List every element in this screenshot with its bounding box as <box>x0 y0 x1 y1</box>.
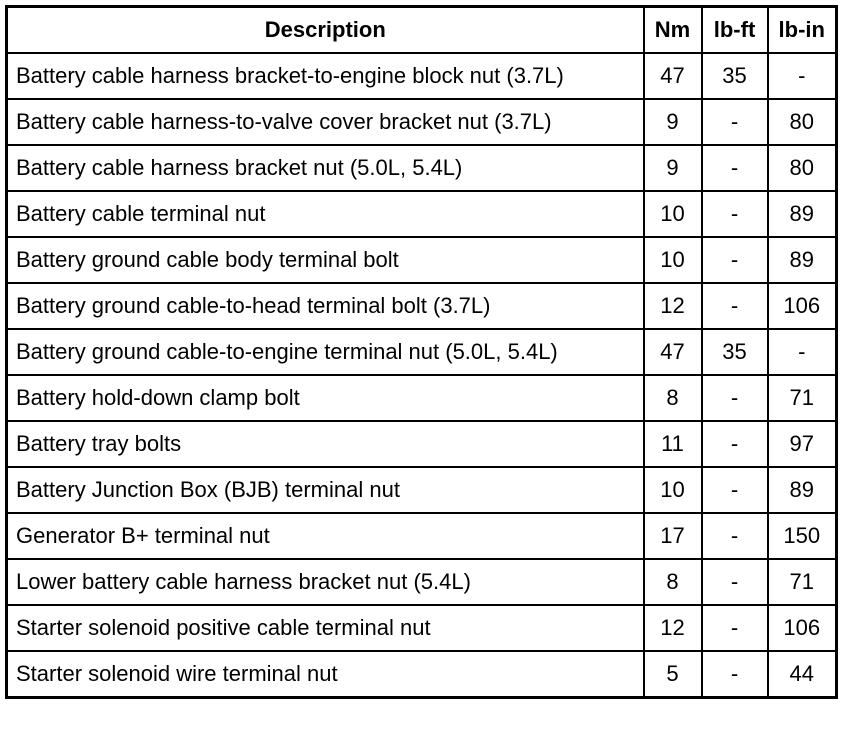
header-lbft: lb-ft <box>702 7 768 54</box>
cell-nm: 47 <box>644 329 702 375</box>
cell-description: Starter solenoid positive cable terminal nut <box>7 605 644 651</box>
cell-nm: 17 <box>644 513 702 559</box>
cell-nm: 12 <box>644 283 702 329</box>
header-lbin: lb-in <box>768 7 837 54</box>
cell-nm: 5 <box>644 651 702 698</box>
header-description: Description <box>7 7 644 54</box>
cell-nm: 8 <box>644 559 702 605</box>
cell-lbin: - <box>768 53 837 99</box>
cell-lbft: - <box>702 513 768 559</box>
table-row <box>7 605 837 651</box>
cell-nm: 10 <box>644 191 702 237</box>
cell-nm: 47 <box>644 53 702 99</box>
cell-description: Battery cable terminal nut <box>7 191 644 237</box>
table-row <box>7 99 837 145</box>
cell-nm: 11 <box>644 421 702 467</box>
cell-lbin: 71 <box>768 375 837 421</box>
table-row <box>7 467 837 513</box>
cell-description: Generator B+ terminal nut <box>7 513 644 559</box>
table-row <box>7 283 837 329</box>
table-row <box>7 651 837 698</box>
cell-description: Battery ground cable-to-engine terminal nut (5.0L, 5.4L) <box>7 329 644 375</box>
cell-description: Starter solenoid wire terminal nut <box>7 651 644 698</box>
cell-description: Battery cable harness bracket nut (5.0L, 5.4L) <box>7 145 644 191</box>
cell-nm: 10 <box>644 467 702 513</box>
cell-lbin: 80 <box>768 99 837 145</box>
cell-lbft: 35 <box>702 329 768 375</box>
header-nm: Nm <box>644 7 702 54</box>
cell-description: Battery cable harness bracket-to-engine block nut (3.7L) <box>7 53 644 99</box>
cell-lbft: - <box>702 605 768 651</box>
cell-description: Battery tray bolts <box>7 421 644 467</box>
cell-nm: 9 <box>644 145 702 191</box>
cell-description: Battery cable harness-to-valve cover bracket nut (3.7L) <box>7 99 644 145</box>
cell-lbft: - <box>702 421 768 467</box>
cell-lbin: 71 <box>768 559 837 605</box>
cell-lbin: 150 <box>768 513 837 559</box>
cell-lbin: 89 <box>768 191 837 237</box>
cell-description: Battery hold-down clamp bolt <box>7 375 644 421</box>
table-row <box>7 237 837 283</box>
table-row <box>7 145 837 191</box>
cell-lbft: - <box>702 145 768 191</box>
cell-lbft: - <box>702 375 768 421</box>
table-header <box>7 7 837 54</box>
cell-lbft: - <box>702 651 768 698</box>
table-row <box>7 375 837 421</box>
torque-spec-table <box>5 5 838 699</box>
cell-lbin: 89 <box>768 467 837 513</box>
cell-lbin: 80 <box>768 145 837 191</box>
cell-lbin: 106 <box>768 605 837 651</box>
cell-description: Lower battery cable harness bracket nut (5.4L) <box>7 559 644 605</box>
cell-lbin: 106 <box>768 283 837 329</box>
cell-description: Battery ground cable-to-head terminal bolt (3.7L) <box>7 283 644 329</box>
table-body <box>7 53 837 698</box>
cell-lbft: 35 <box>702 53 768 99</box>
cell-lbin: - <box>768 329 837 375</box>
cell-nm: 9 <box>644 99 702 145</box>
table-row <box>7 329 837 375</box>
table-row <box>7 421 837 467</box>
cell-description: Battery ground cable body terminal bolt <box>7 237 644 283</box>
cell-lbin: 89 <box>768 237 837 283</box>
cell-lbft: - <box>702 467 768 513</box>
cell-description: Battery Junction Box (BJB) terminal nut <box>7 467 644 513</box>
cell-nm: 12 <box>644 605 702 651</box>
cell-lbft: - <box>702 283 768 329</box>
cell-nm: 8 <box>644 375 702 421</box>
cell-nm: 10 <box>644 237 702 283</box>
cell-lbft: - <box>702 99 768 145</box>
cell-lbft: - <box>702 237 768 283</box>
header-row <box>7 7 837 54</box>
cell-lbin: 97 <box>768 421 837 467</box>
cell-lbft: - <box>702 559 768 605</box>
cell-lbft: - <box>702 191 768 237</box>
table-row <box>7 559 837 605</box>
table-row <box>7 191 837 237</box>
cell-lbin: 44 <box>768 651 837 698</box>
table-row <box>7 53 837 99</box>
table-row <box>7 513 837 559</box>
